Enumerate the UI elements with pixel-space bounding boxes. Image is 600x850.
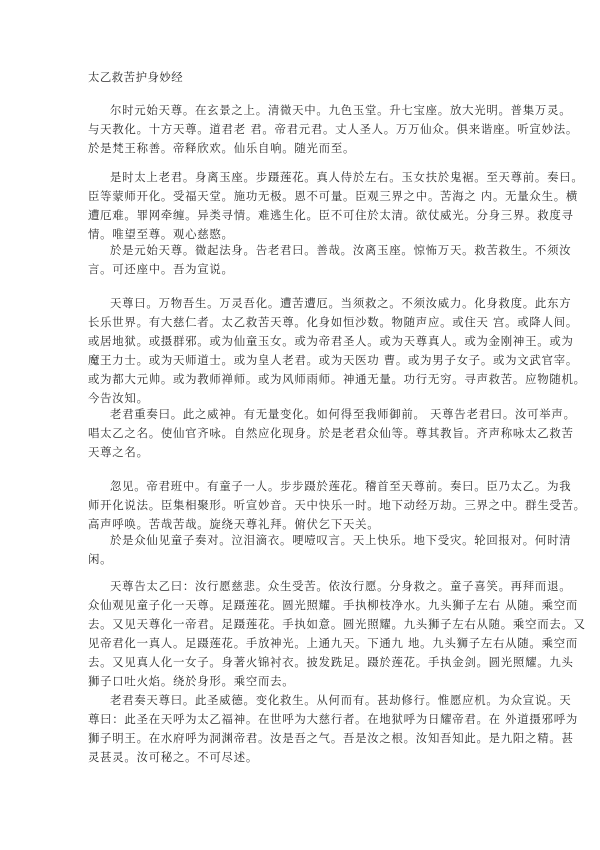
- text-line: 去。又见天尊化一帝君。足蹑莲花。手执如意。圆光照耀。九头狮子左右从随。乘空而去。又: [88, 617, 586, 632]
- text-line: 是时太上老君。身离玉座。步蹑莲花。真人侍於左右。玉女扶於鬼裾。至天尊前。奏曰。: [110, 170, 584, 184]
- text-line: 情。唯望至尊。观心慈愍。: [88, 227, 234, 242]
- text-line: 老君奏天尊曰。此圣威德。变化救生。从何而有。甚劫修行。惟愿应机。为众宣说。天: [110, 693, 572, 707]
- text-line: 长乐世界。有大慈仁者。太乙救苦天尊。化身如恒沙数。物随声应。或住天 宫。或降人间。: [88, 315, 578, 330]
- text-line: 与天教化。十方天尊。道君老 君。帝君元君。丈人圣人。万万仙众。俱来谐座。听宣妙法。: [88, 122, 578, 137]
- text-line: 尔时元始天尊。在玄景之上。清微天中。九色玉堂。升七宝座。放大光明。普集万灵。: [110, 103, 572, 117]
- text-line: 於是众仙见童子奏对。泣泪滴衣。哽噎叹言。天上快乐。地下受灾。轮回报对。何时清: [110, 533, 572, 547]
- paragraph: [88, 241, 571, 279]
- paragraph: [88, 168, 584, 244]
- text-line: 於是元始天尊。微起法身。告老君曰。善哉。汝离玉座。惊怖万天。救苦救生。不须汝: [110, 243, 572, 257]
- text-line: 今告汝知。: [88, 391, 149, 406]
- text-line: 天尊告太乙曰：汝行愿慈悲。众生受苦。依汝行愿。分身救之。童子喜笑。再拜而退。: [110, 579, 572, 593]
- paragraph: [88, 477, 586, 534]
- text-line: 或为都大元帅。或为教师禅师。或为风师雨师。神通无量。功行无穷。寻声救苦。应物随机。: [88, 372, 586, 387]
- text-line: 众仙观见童子化一天尊。足蹑莲花。圆光照耀。手执柳枝净水。九头狮子左右 从随。乘空而: [88, 598, 578, 613]
- text-line: 老君重奏曰。此之威神。有无量变化。如何得至我师御前。 天尊告老君曰。汝可举声。: [110, 407, 576, 421]
- text-line: 闲。: [88, 552, 113, 567]
- text-line: 或居地狱。或摄群邪。或为仙童玉女。或为帝君圣人。或为天尊真人。或为金刚神王。或为: [88, 334, 574, 349]
- document-title: 太乙救苦护身妙经: [88, 70, 184, 84]
- text-line: 魔王力士。或为天师道士。或为皇人老君。或为天医功 曹。或为男子女子。或为文武官宰。: [88, 353, 578, 368]
- text-line: 尊曰：此圣在天呼为太乙福神。在世呼为大慈行者。在地狱呼为日耀帝君。在 外道摄邪呼为: [88, 712, 578, 727]
- text-line: 高声呼唤。苦哉苦哉。旋绕天尊礼拜。俯伏乞下天关。: [88, 517, 380, 532]
- text-line: 忽见。帝君班中。有童子一人。步步蹑於莲花。稽首至天尊前。奏曰。臣乃太乙。为我: [110, 479, 572, 493]
- paragraph: [88, 405, 576, 462]
- paragraph: [88, 691, 578, 767]
- text-line: 师开化说法。臣集相聚形。听宣妙音。天中快乐一时。地下动经万劫。三界之中。群生受苦。: [88, 498, 586, 513]
- paragraph: [88, 577, 586, 692]
- paragraph: [88, 294, 586, 409]
- text-line: 狮子口吐火焰。绕於身形。乘空而去。: [88, 674, 295, 689]
- text-line: 於是梵王称善。帝释欣欢。仙乐自响。随光而至。: [88, 141, 356, 156]
- text-line: 去。又见真人化一女子。身著火锦衬衣。披发跣足。蹑於莲花。手执金剑。圆光照耀。九头: [88, 655, 574, 670]
- text-line: 见帝君化一真人。足蹑莲花。手放神光。上通九天。下通九 地。九头狮子左右从随。乘空而: [88, 636, 578, 651]
- text-line: 狮子明王。在水府呼为洞渊帝君。汝是吾之气。吾是汝之根。汝知吾知此。是九阳之精。甚: [88, 731, 574, 746]
- text-line: 遭厄难。罪网牵缠。异类寻情。难逃生化。臣不可住於太清。欲仗威光。分身三界。救度寻: [88, 208, 574, 223]
- text-line: 天尊之名。: [88, 445, 149, 460]
- text-line: 臣等蒙师开化。受福天堂。施功无极。恩不可量。臣观三界之中。苦海之 内。无量众生。横: [88, 189, 578, 204]
- text-line: 言。可还座中。吾为宣说。: [88, 262, 234, 277]
- paragraph: [88, 531, 571, 569]
- text-line: 天尊曰。万物吾生。万灵吾化。遭苦遭厄。当须救之。不须汝威力。化身救度。此东方: [110, 296, 572, 310]
- text-line: 灵甚灵。汝可秘之。不可尽述。: [88, 750, 258, 765]
- text-line: 唱太乙之名。使仙官齐咏。自然应化现身。於是老君众仙等。尊其教旨。齐声称咏太乙救苦: [88, 426, 574, 441]
- paragraph: [88, 101, 578, 158]
